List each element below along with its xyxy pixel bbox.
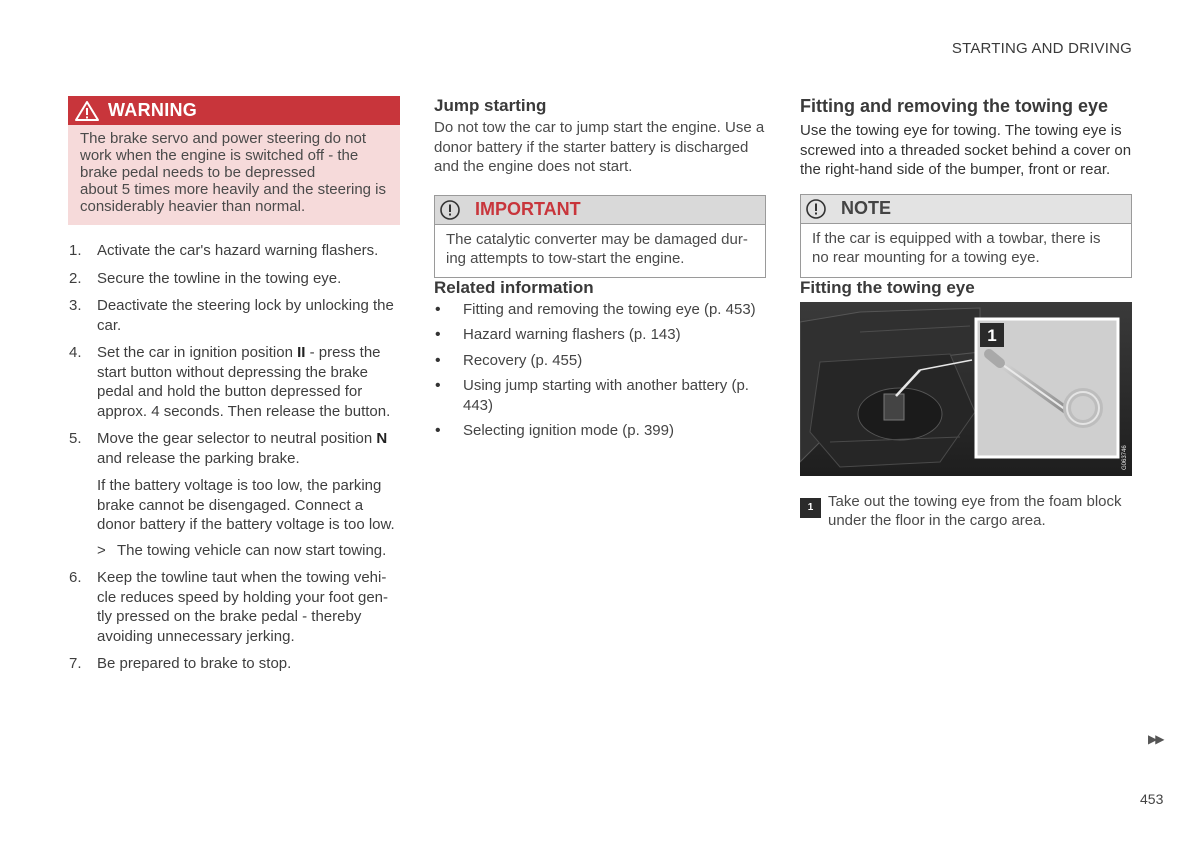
step-item	[68, 654, 400, 674]
step-item	[68, 343, 400, 421]
step-text	[97, 344, 390, 420]
note-box	[800, 194, 1132, 278]
jump-starting-text: Do not tow the car to jump start the engine. Use a donor battery if the starter battery is discharged and the engine does not start.	[434, 119, 765, 175]
step-text: Activate the car's hazard warning flashers.	[97, 242, 379, 259]
step-number: 4.	[69, 344, 82, 361]
towing-eye-heading: Fitting and removing the towing eye	[800, 96, 1109, 116]
related-link[interactable]: • Selecting ignition mode (p. 399)	[434, 421, 766, 441]
step-number: 1.	[69, 242, 82, 259]
section-title: STARTING AND DRIVING	[951, 40, 1132, 57]
figure-callout-description	[800, 492, 1132, 531]
related-link[interactable]: • Fitting and removing the towing eye (p. 453)	[434, 300, 766, 320]
warning-header	[68, 96, 400, 125]
step-number: 5.	[69, 430, 82, 447]
info-circle-icon	[805, 198, 827, 220]
step-text-part: Set the car in ignition position	[97, 344, 298, 361]
callout-badge: 1	[800, 498, 821, 518]
step-text: Be prepared to brake to stop.	[97, 655, 292, 672]
step-text-part: and release the parking brake.	[97, 449, 300, 467]
step-item	[68, 269, 400, 289]
step-item	[68, 241, 400, 261]
related-info-list	[434, 300, 766, 441]
figure-code: G063746	[1122, 444, 1128, 470]
related-link[interactable]: • Recovery (p. 455)	[434, 351, 766, 371]
step-item	[68, 296, 400, 335]
result-text: The towing vehicle can now start towing.	[117, 541, 387, 559]
warning-title: WARNING	[108, 100, 198, 120]
gear-position-label: N	[376, 430, 388, 447]
related-link[interactable]: • Using jump starting with another battery (p. 443)	[434, 376, 766, 415]
jump-starting-heading: Jump starting	[434, 96, 547, 115]
towing-eye-intro: Use the towing eye for towing. The towing eye is screwed into a threaded socket behind a cover on the right-hand side of the bumper, front or rear.	[800, 122, 1132, 178]
related-info-heading: Related information	[434, 277, 594, 297]
note-title: NOTE	[841, 198, 892, 218]
step-number: 7.	[69, 655, 82, 672]
step-note: If the battery voltage is too low, the parking brake cannot be disengaged. Connect a donor battery if the battery voltage is too low.	[97, 477, 395, 533]
step-text: Deactivate the steering lock by unlocking the car.	[97, 297, 394, 334]
cargo-area-drawing	[800, 302, 1132, 476]
note-text: If the car is equipped with a towbar, there is no rear mounting for a towing eye.	[812, 229, 1101, 266]
note-header	[801, 195, 1131, 224]
towing-steps	[68, 241, 400, 674]
page-number: 453	[1140, 791, 1164, 807]
info-circle-icon	[439, 199, 461, 221]
step-number: 2.	[69, 269, 82, 287]
column-left	[68, 96, 400, 682]
step-number: 3.	[69, 297, 82, 314]
step-text-part: - press the start button without depressing the brake pedal and hold the button depressed for approx. 4 seconds. Then release the button.	[97, 344, 391, 420]
callout-text: Take out the towing eye from the foam block under the floor in the cargo area.	[828, 492, 1122, 529]
step-number: 6.	[69, 569, 82, 586]
double-arrow-right-icon[interactable]: ▶▶	[1148, 732, 1163, 746]
step-text-part: Move the gear selector to neutral position	[97, 430, 377, 447]
step-text: Secure the towline in the towing eye.	[97, 269, 342, 287]
related-link[interactable]: • Hazard warning flashers (p. 143)	[434, 325, 766, 345]
important-header	[435, 196, 765, 225]
towing-eye-illustration	[800, 302, 1132, 476]
fitting-heading: Fitting the towing eye	[800, 277, 975, 297]
ignition-position-label: II	[297, 344, 306, 361]
step-text: Keep the towline taut when the towing vehi-cle reduces speed by holding your foot gen-tly pressed on the brake pedal - thereby avoiding unnecessary jerking.	[97, 569, 389, 645]
important-box	[434, 195, 766, 278]
result-marker: >	[97, 541, 106, 559]
warning-text: The brake servo and power steering do not work when the engine is switched off - the brake pedal needs to be depressed about 5 times more heavily and the steering is considerably heavier than normal.	[80, 130, 386, 215]
warning-triangle-icon	[74, 100, 100, 122]
column-right	[800, 96, 1132, 531]
step-result	[97, 541, 400, 561]
column-middle	[434, 96, 766, 447]
important-text: The catalytic converter may be damaged dur-ing attempts to tow-start the engine.	[446, 230, 748, 267]
step-item	[68, 429, 400, 560]
warning-box	[68, 96, 400, 225]
figure-callout-number: 1	[987, 325, 997, 345]
important-title: IMPORTANT	[475, 199, 581, 219]
step-item	[68, 568, 400, 646]
step-text	[97, 430, 387, 467]
